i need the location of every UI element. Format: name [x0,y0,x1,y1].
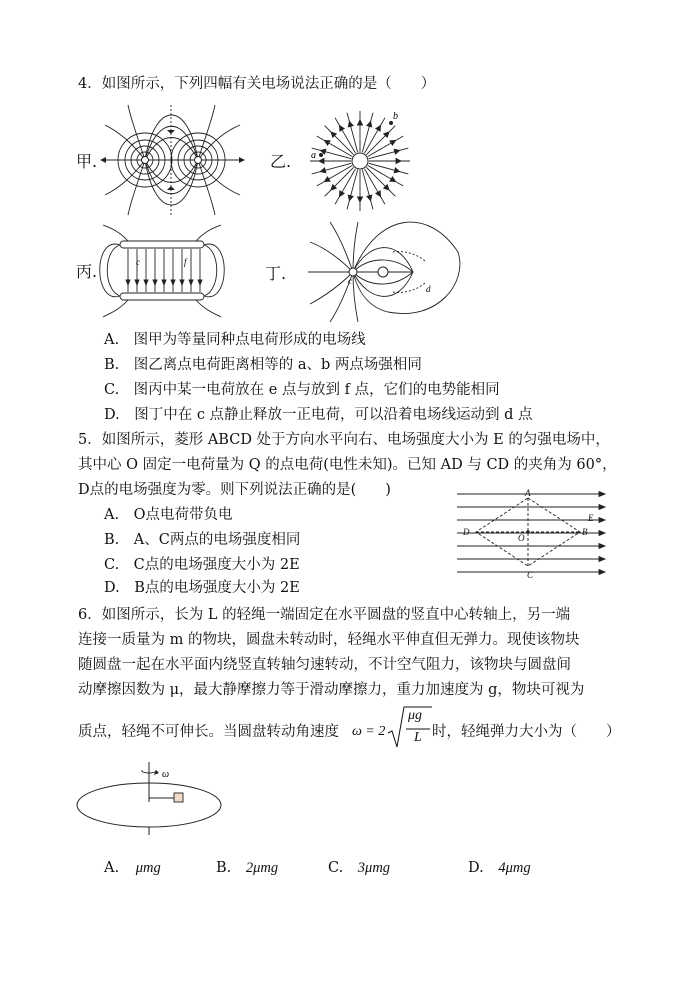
fig-bing-label: 丙. [76,262,98,281]
field-arrow [348,121,353,126]
field-line [312,148,352,159]
field-line [362,170,373,210]
fig-ding-unequal-charges [308,222,468,322]
q6-stem-line-4: 动摩擦因数为 μ，最大静摩擦力等于滑动摩擦力，重力加速度为 g，物块可视为 [78,682,585,698]
field-arrow [340,191,345,197]
field-arrow [319,159,324,164]
field-arrow [153,280,157,285]
field-arrow [126,280,130,285]
fig-ding-label-d: d [426,284,431,294]
field-arrow [340,125,345,131]
field-line [325,167,354,196]
q5-stem-line-3: D点的电场强度为零。则下列说法正确的是( ) [78,482,391,498]
field-line [369,148,409,159]
field-arrow [599,492,605,497]
q5-option-c: C. C点的电场强度大小为 2E [104,557,300,573]
field-arrow [599,518,605,523]
fig-yi-point-charge-field [305,108,415,216]
field-arrow [324,177,330,182]
fig-bing-label-c: c [136,257,140,267]
field-line [347,113,358,153]
fig-jia-label: 甲. [76,152,98,171]
field-arrow [189,280,193,285]
q6-option-c-label: C. [328,860,344,876]
field-arrow [358,120,363,125]
fig-q5-label-b: B [582,527,588,537]
q6-option-b-value: 2μmg [245,860,279,876]
field-arrow [198,280,202,285]
fig-jia-dipole-field [100,110,250,218]
field-line [366,167,395,196]
q6-option-d-label: D. [468,860,484,876]
q6-stem-line-5-post: 时，轻绳弹力大小为（ ） [432,724,621,740]
q6-option-a [104,858,161,878]
field-arrow [394,149,399,154]
q6-formula-lhs: ω = 2 [352,724,386,739]
field-arrow [390,177,396,182]
fig-q6-rotating-disk [74,760,224,838]
field-arrow [376,191,381,197]
q5-option-d: D. B点的电场强度大小为 2E [104,580,300,596]
q5-stem-line-1: 5．如图所示，菱形 ABCD 处于方向水平向右、电场强度大小为 E 的匀强电场中， [78,432,610,448]
q6-option-a-value: μmg [135,860,161,876]
q6-formula-denominator: L [414,730,422,745]
fig-q5-label-e: E [588,513,594,523]
q6-stem-line-3: 随圆盘一起在水平面内绕竖直转轴匀速转动，不计空气阻力，该物块与圆盘间 [78,657,571,673]
q6-option-d [468,858,531,878]
field-arrow [367,121,372,126]
field-arrow [599,544,605,549]
field-arrow [348,195,353,200]
q6-stem-line-1: 6．如图所示，长为 L 的轻绳一端固定在水平圆盘的竖直中心转轴上，另一端 [78,607,571,623]
q6-option-c [328,858,390,878]
field-arrow [135,280,139,285]
fig-ding-label-c: c [348,276,352,286]
field-arrow [396,159,401,164]
fig-yi-label: 乙. [270,152,292,171]
q5-option-a: A. O点电荷带负电 [104,507,233,523]
q5-option-b: B. A、C两点的电场强度相同 [104,532,301,548]
q6-option-b-label: B. [216,860,232,876]
fig-bing-label-f: f [184,257,187,267]
fig-bing-parallel-plates [98,225,228,317]
q6-stem-line-2: 连接一质量为 m 的物块，圆盘未转动时，轻绳水平伸直但无弹力。现使该物块 [78,632,580,648]
field-arrow [599,505,605,510]
q5-stem-line-2: 其中心 O 固定一电荷量为 Q 的点电荷(电性未知)。已知 AD 与 CD 的夹角为 60°， [78,457,617,473]
q4-option-c: C. 图丙中某一电荷放在 e 点与放到 f 点，它们的电势能相同 [104,382,500,398]
q4-option-a: A. 图甲为等量同种点电荷形成的电场线 [104,332,366,348]
field-arrow [180,280,184,285]
fig-q5-label-c: C [527,570,534,580]
fig-q5-label-d: D [463,527,470,537]
field-line [362,113,373,153]
field-arrow [376,125,381,131]
field-arrow [324,141,330,146]
fig-yi-label-b: b [393,111,398,122]
field-arrow [599,557,605,562]
q6-option-a-label: A. [104,860,120,876]
q4-option-b: B. 图乙离点电荷距离相等的 a、b 两点场强相同 [104,357,422,373]
q6-option-c-value: 3μmg [357,860,391,876]
fig-q5-label-o: O [518,533,525,543]
field-line [312,163,352,174]
fig-yi-label-a: a [311,150,316,161]
field-arrow [320,168,325,173]
fig-q6-omega-label: ω [162,769,170,780]
field-arrow [599,531,605,536]
field-line [347,170,358,210]
q6-option-b [216,858,278,878]
q6-option-d-value: 4μmg [498,860,531,876]
fig-yi-point-a [319,153,323,157]
fig-ding-label: 丁. [265,264,287,283]
fig-q5-rhombus-field [455,488,605,580]
field-line [366,126,395,155]
field-line [369,163,409,174]
field-arrow [171,280,175,285]
q4-option-d: D. 图丁中在 c 点静止释放一正电荷，可以沿着电场线运动到 d 点 [104,407,533,423]
field-line [325,126,354,155]
field-arrow [162,280,166,285]
field-arrow [599,570,605,575]
field-arrow [144,280,148,285]
field-arrow [390,141,396,146]
fig-q5-label-a: A [525,488,531,498]
field-arrow [367,195,372,200]
q4-stem: 4．如图所示，下列四幅有关电场说法正确的是（ ） [78,76,436,92]
q6-stem-line-5-pre: 质点，轻绳不可伸长。当圆盘转动角速度 [78,724,339,740]
q6-formula-numerator: μg [408,708,423,723]
field-arrow [358,197,363,202]
field-arrow [394,168,399,173]
